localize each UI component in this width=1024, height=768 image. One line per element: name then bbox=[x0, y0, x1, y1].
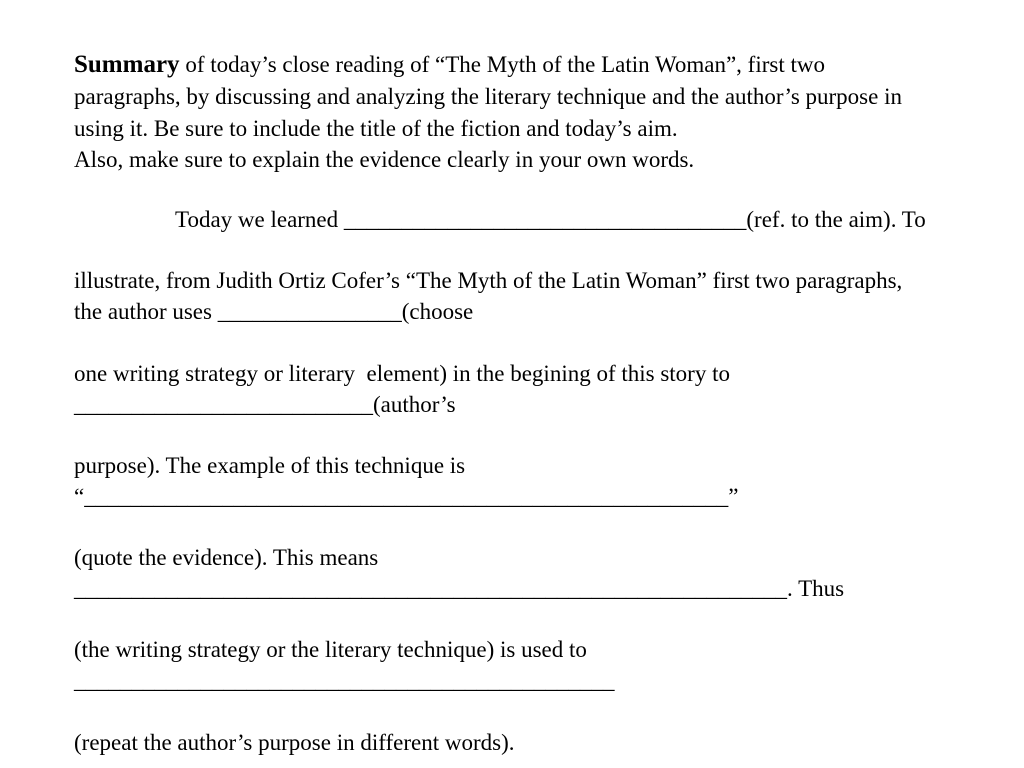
template-line-quote-blank: “________________________________________________________” bbox=[74, 484, 739, 509]
summary-heading: Summary bbox=[74, 51, 180, 78]
instructions-text-1: of today’s close reading of “The Myth of the Latin Woman”, first two bbox=[179, 52, 825, 77]
template-line-aim: Today we learned ___________________________________(ref. to the aim). To bbox=[175, 207, 926, 232]
template-line-strategy: one writing strategy or literary element) in the begining of this story to bbox=[74, 361, 730, 386]
template-line-purpose-blank: __________________________(author’s bbox=[74, 392, 456, 417]
instructions-line-1 bbox=[74, 49, 825, 80]
template-line-means: (quote the evidence). This means bbox=[74, 545, 379, 570]
template-line-used-to-blank: _______________________________________________ bbox=[74, 668, 615, 693]
instructions-line-3: using it. Be sure to include the title of the fiction and today’s aim. bbox=[74, 116, 678, 141]
template-line-used-to: (the writing strategy or the literary technique) is used to bbox=[74, 637, 587, 662]
template-line-thus: ______________________________________________________________. Thus bbox=[74, 576, 845, 601]
template-line-illustrate: illustrate, from Judith Ortiz Cofer’s “The Myth of the Latin Woman” first two paragraphs, bbox=[74, 268, 903, 293]
template-line-author-uses: the author uses ________________(choose bbox=[74, 299, 474, 324]
instructions-line-4: Also, make sure to explain the evidence clearly in your own words. bbox=[74, 147, 695, 172]
template-line-example: purpose). The example of this technique is bbox=[74, 453, 466, 478]
instructions-line-2: paragraphs, by discussing and analyzing the literary technique and the author’s purpose in bbox=[74, 84, 902, 109]
template-line-repeat-purpose: (repeat the author’s purpose in different words). bbox=[74, 730, 515, 755]
